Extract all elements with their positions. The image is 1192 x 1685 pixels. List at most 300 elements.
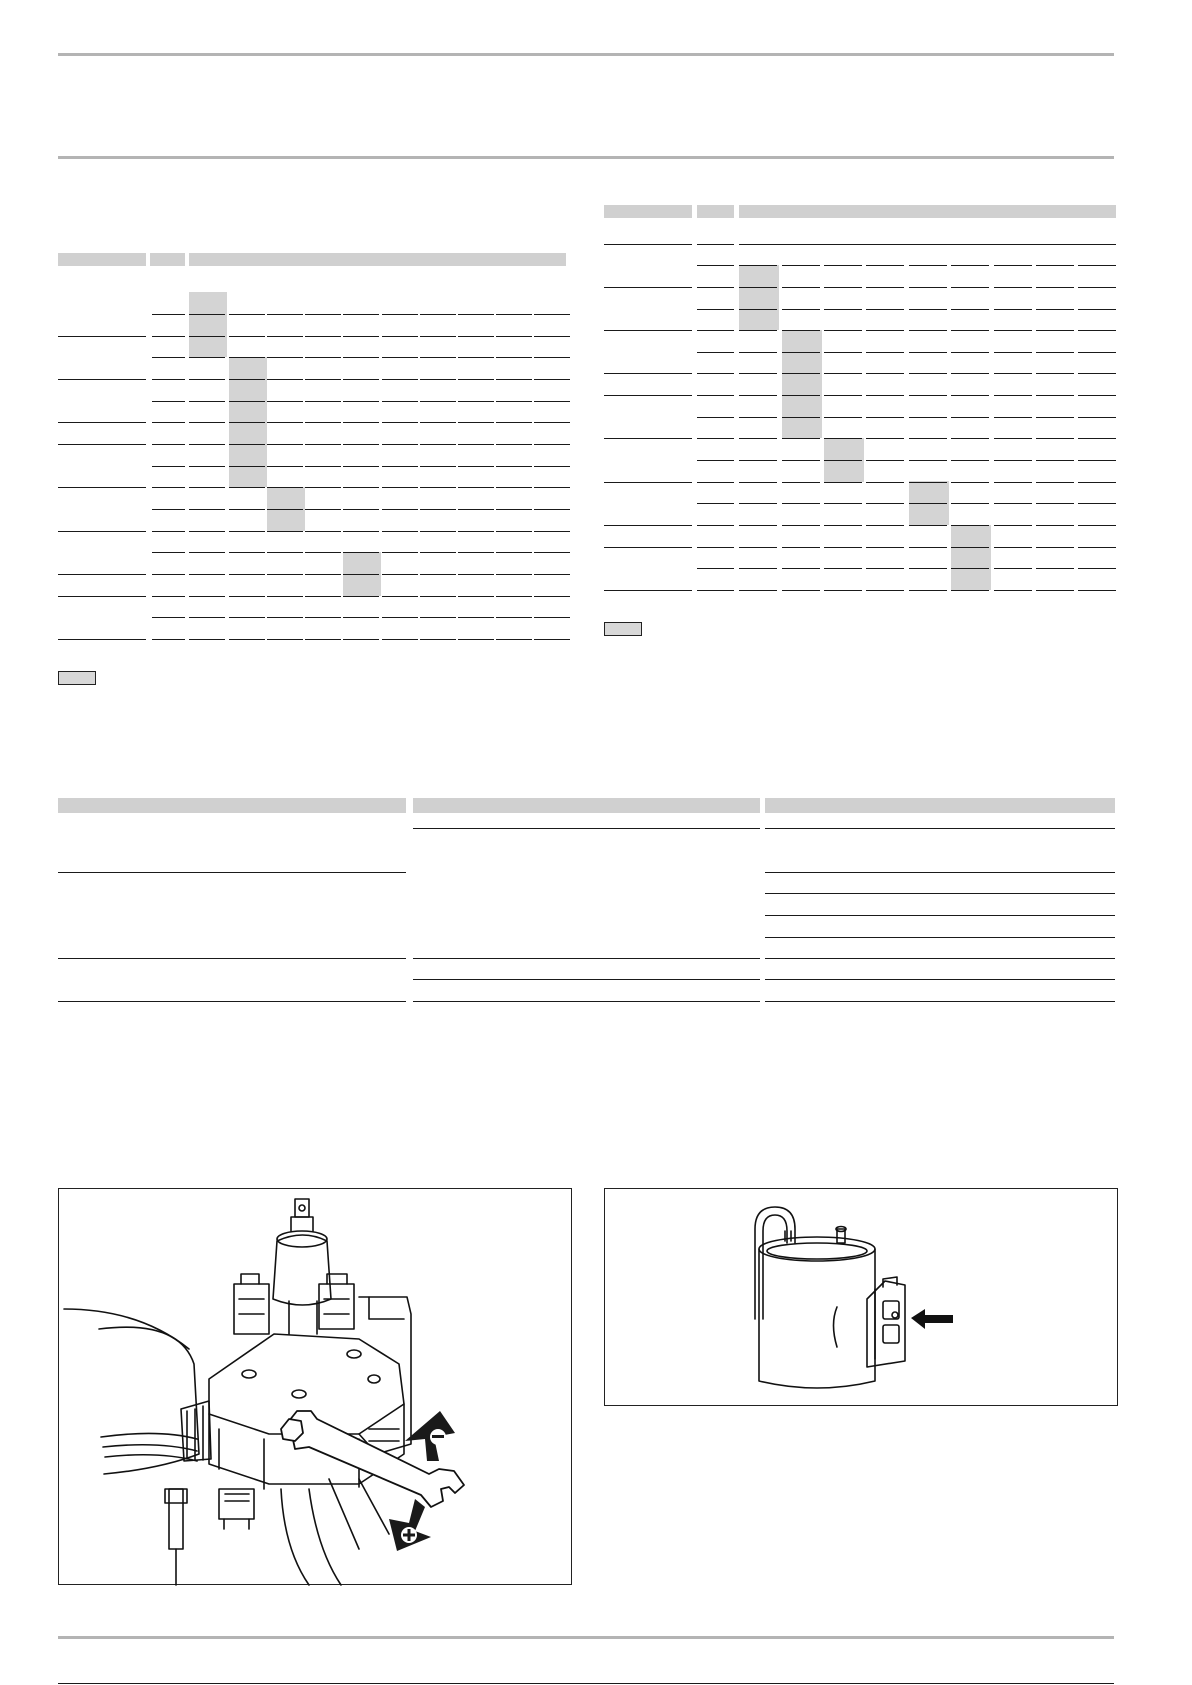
table-left-cell-line [534, 552, 570, 553]
table-left-cell-line [534, 617, 570, 618]
table-right-cell-line [739, 373, 777, 374]
table-right-row-line [697, 525, 734, 526]
table-right-cell-line [909, 590, 947, 591]
table-right-cell-line [909, 265, 947, 266]
table-left-cell-line [305, 401, 341, 402]
table-left-cell-line [420, 336, 456, 337]
table-right-cell-line [739, 525, 777, 526]
table-right-cell-line [739, 309, 777, 310]
table-right-cell-line [994, 287, 1032, 288]
table-left-cell-line [267, 444, 303, 445]
table-right-cell-line [994, 525, 1032, 526]
table-left-row-line [152, 487, 185, 488]
table-left-cell-line [267, 422, 303, 423]
table-left-row-line [152, 444, 185, 445]
table-left-cell-line [420, 574, 456, 575]
table-left-cell-line [458, 596, 494, 597]
table-right-cell-line [824, 590, 862, 591]
table-right-cell-line [866, 525, 904, 526]
table-right-cell-line [782, 547, 820, 548]
table-right-cell-line [994, 568, 1032, 569]
footer-baseline [58, 1683, 1114, 1684]
table-left-cell-line [420, 314, 456, 315]
table-left-cell-line [305, 596, 341, 597]
table-left-cell-line [420, 401, 456, 402]
table-right-cell-line [1078, 287, 1116, 288]
table-right-cell-line [1036, 352, 1074, 353]
table-left-cell-line [496, 336, 532, 337]
table-left-cell-line [229, 357, 265, 358]
table-right-cell-line [866, 590, 904, 591]
table-right-cell-line [739, 265, 777, 266]
table-right-cell-line [909, 330, 947, 331]
table-left-cell-line [229, 336, 265, 337]
table-right-row-line [697, 287, 734, 288]
table-right-top-line [739, 244, 1116, 245]
table-left-cell-line [496, 444, 532, 445]
table-right-cell-line [994, 352, 1032, 353]
table-right-cell-line [782, 352, 820, 353]
table-right-cell-line [909, 438, 947, 439]
table-right-cell-line [782, 482, 820, 483]
table-left-cell-line [496, 357, 532, 358]
table-right-cell-line [951, 547, 989, 548]
table-right-cell-line [951, 568, 989, 569]
table-left-cell-line [267, 336, 303, 337]
table-right-cell-line [782, 438, 820, 439]
table-left-cell-line [229, 596, 265, 597]
table-right-row-divider [604, 438, 692, 439]
table-right-cell-line [739, 352, 777, 353]
table-right-cell-line [824, 438, 862, 439]
table-left-row-line [152, 509, 185, 510]
table-right-row-line [697, 482, 734, 483]
table-left-cell-line [267, 639, 303, 640]
table-right-cell-line [824, 460, 862, 461]
table-left-cell-line [534, 422, 570, 423]
table-left-cell-line [189, 509, 225, 510]
table-right-cell-line [994, 373, 1032, 374]
table-left-cell-line [343, 466, 379, 467]
table-left-cell-line [496, 422, 532, 423]
table-left-cell-line [343, 531, 379, 532]
table-right-cell-line [739, 482, 777, 483]
table-right-cell-line [739, 417, 777, 418]
table-left-cell-line [382, 617, 418, 618]
table-left-cell-line [534, 596, 570, 597]
table-left-cell-line [229, 574, 265, 575]
table-right-cell-line [951, 330, 989, 331]
table-left-cell-line [343, 574, 379, 575]
table-left-cell-line [343, 444, 379, 445]
heat-exchanger-drawing [605, 1189, 1119, 1407]
table-left-cell-line [496, 552, 532, 553]
table-right-cell-line [951, 265, 989, 266]
table-right-cell-line [866, 373, 904, 374]
table-left-cell-line [267, 509, 303, 510]
table-right-row-line [697, 460, 734, 461]
table-left-cell-line [382, 422, 418, 423]
table-left-cell-line [267, 357, 303, 358]
table-right-row-line [697, 438, 734, 439]
fault-table-line-col3 [765, 1001, 1115, 1002]
table-left-row-line [152, 466, 185, 467]
table-right-cell-line [909, 482, 947, 483]
table-left-cell-line [305, 639, 341, 640]
table-right-row-divider [604, 287, 692, 288]
table-left-cell-line [534, 379, 570, 380]
table-right-cell-line [1078, 417, 1116, 418]
table-left-cell-line [229, 487, 265, 488]
table-right-row-divider [604, 330, 692, 331]
table-left-cell-line [229, 444, 265, 445]
table-left-cell-line [267, 379, 303, 380]
top-rule [58, 53, 1114, 56]
table-right-cell-line [994, 547, 1032, 548]
table-left-cell-line [458, 466, 494, 467]
table-right-cell-line [866, 265, 904, 266]
table-right-cell-line [739, 503, 777, 504]
table-right-cell-line [1036, 309, 1074, 310]
table-right-cell-line [994, 503, 1032, 504]
table-left-cell-line [343, 509, 379, 510]
table-right-cell-line [866, 352, 904, 353]
table-right-cell-line [824, 503, 862, 504]
table-right-cell-line [739, 590, 777, 591]
table-right-cell-line [1036, 590, 1074, 591]
fault-table-line-col1 [58, 1001, 406, 1002]
table-left-cell-line [229, 531, 265, 532]
table-left-cell-line [458, 401, 494, 402]
table-left-cell-line [382, 314, 418, 315]
table-left-row-line [152, 379, 185, 380]
table-left-cell-line [458, 444, 494, 445]
table-right-cell-line [994, 590, 1032, 591]
table-left-cell-line [534, 487, 570, 488]
table-left-cell-line [267, 574, 303, 575]
table-left-row-divider [58, 639, 146, 640]
table-left-cell-line [229, 422, 265, 423]
fault-table-line-col3 [765, 979, 1115, 980]
table-right-cell-line [782, 395, 820, 396]
table-left-row-divider [58, 596, 146, 597]
table-right-cell-line [1036, 287, 1074, 288]
table-right-cell-line [909, 287, 947, 288]
table-left-row-line [152, 596, 185, 597]
table-right-cell-line [1078, 460, 1116, 461]
table-left-cell-line [534, 466, 570, 467]
table-left-cell-line [458, 509, 494, 510]
table-left-cell-line [189, 401, 225, 402]
table-left-cell-line [458, 314, 494, 315]
table-left-cell-line [496, 639, 532, 640]
fault-table-header-col2 [413, 798, 760, 813]
table-left-cell-line [343, 379, 379, 380]
table-right-cell-line [1078, 525, 1116, 526]
table-right-cell-line [994, 482, 1032, 483]
table-right-cell-line [909, 503, 947, 504]
table-right-cell-line [994, 417, 1032, 418]
table-left-cell-line [458, 422, 494, 423]
table-left-cell-line [189, 444, 225, 445]
table-left-cell-line [420, 617, 456, 618]
table-left-cell-line [382, 552, 418, 553]
table-left-cell-line [267, 531, 303, 532]
table-left-cell-line [189, 422, 225, 423]
table-right-cell-line [824, 568, 862, 569]
table-right-cell-line [824, 265, 862, 266]
table-left-cell-line [229, 379, 265, 380]
header-rule [58, 156, 1114, 159]
table-right-cell-line [994, 309, 1032, 310]
fault-table-line-col1 [58, 958, 406, 959]
table-right-row-line [697, 330, 734, 331]
table-left-cell-line [305, 487, 341, 488]
table-right-cell-line [739, 568, 777, 569]
table-right-cell-line [1036, 395, 1074, 396]
plus-arrow-icon [389, 1499, 431, 1551]
table-left-cell-line [343, 314, 379, 315]
table-right-cell-line [909, 352, 947, 353]
table-left-cell-line [496, 531, 532, 532]
footer-rule [58, 1636, 1114, 1639]
table-right-cell-line [782, 287, 820, 288]
table-right-cell-line [909, 460, 947, 461]
table-left-cell-line [534, 401, 570, 402]
fault-table-line-col3 [765, 893, 1115, 894]
table-left-header-col3 [189, 253, 566, 266]
table-right-cell-line [951, 309, 989, 310]
table-left-cell-line [458, 639, 494, 640]
table-left-cell-line [229, 509, 265, 510]
table-left-row-divider [58, 422, 146, 423]
table-left-row-line [152, 574, 185, 575]
table-right-row-divider [604, 590, 692, 591]
table-left-legend-swatch [58, 671, 96, 685]
table-left-cell-line [382, 487, 418, 488]
table-right-row-divider [604, 373, 692, 374]
table-left-cell-line [343, 336, 379, 337]
table-right-cell-line [951, 373, 989, 374]
table-right-row-line [697, 265, 734, 266]
table-right-row-line [697, 568, 734, 569]
table-left-cell-line [305, 617, 341, 618]
table-right-cell-line [1078, 482, 1116, 483]
table-left-cell-line [267, 314, 303, 315]
table-right-cell-line [824, 287, 862, 288]
table-left-cell-line [420, 444, 456, 445]
table-right-cell-line [782, 460, 820, 461]
table-right-row-divider [604, 547, 692, 548]
table-left-cell-line [343, 357, 379, 358]
table-right-cell-line [866, 482, 904, 483]
table-left-cell-line [305, 379, 341, 380]
table-left-cell-line [458, 379, 494, 380]
fault-table-line-col3 [765, 915, 1115, 916]
table-left-cell-line [420, 509, 456, 510]
table-left-cell-line [189, 596, 225, 597]
table-right-cell-line [1078, 395, 1116, 396]
table-right-cell-line [1078, 309, 1116, 310]
table-right-cell-line [782, 265, 820, 266]
fault-table-line-col1 [58, 872, 406, 873]
table-left-cell-line [267, 466, 303, 467]
table-left-cell-line [496, 509, 532, 510]
table-left-row-divider [58, 444, 146, 445]
fault-table-line-col3 [765, 937, 1115, 938]
table-right-cell-line [951, 352, 989, 353]
table-right-cell-line [951, 482, 989, 483]
table-left-cell-line [229, 401, 265, 402]
table-left-cell-line [189, 531, 225, 532]
fault-table-line-col2 [413, 979, 760, 980]
table-right-cell-line [824, 547, 862, 548]
table-left-cell-line [420, 357, 456, 358]
table-left-cell-line [305, 357, 341, 358]
table-left-cell-line [458, 336, 494, 337]
table-left-cell-line [343, 422, 379, 423]
table-right-cell-line [739, 547, 777, 548]
table-left-cell-line [267, 552, 303, 553]
table-right-cell-line [1036, 417, 1074, 418]
table-left-cell-line [267, 596, 303, 597]
table-right-highlight-cell [951, 525, 991, 590]
table-right-cell-line [782, 503, 820, 504]
table-right-cell-line [1078, 373, 1116, 374]
table-left-row-line [152, 531, 185, 532]
table-left-cell-line [420, 552, 456, 553]
fault-table-line-col3 [765, 958, 1115, 959]
table-left-cell-line [343, 639, 379, 640]
table-right-cell-line [739, 287, 777, 288]
table-right-cell-line [951, 460, 989, 461]
table-left-cell-line [189, 552, 225, 553]
table-left-cell-line [229, 639, 265, 640]
table-left-cell-line [420, 487, 456, 488]
table-right-cell-line [1036, 503, 1074, 504]
table-left-cell-line [420, 466, 456, 467]
table-left-cell-line [305, 336, 341, 337]
table-left-cell-line [382, 466, 418, 467]
table-right-cell-line [824, 309, 862, 310]
table-right-cell-line [951, 287, 989, 288]
table-right-cell-line [782, 590, 820, 591]
table-right-cell-line [1036, 460, 1074, 461]
table-left-cell-line [382, 574, 418, 575]
table-left-row-divider [58, 336, 146, 337]
table-left-row-divider [58, 574, 146, 575]
table-right-cell-line [909, 373, 947, 374]
table-left-row-line [152, 639, 185, 640]
table-right-cell-line [1078, 590, 1116, 591]
table-right-cell-line [866, 438, 904, 439]
pointer-arrow-icon [911, 1309, 953, 1329]
table-left-cell-line [458, 531, 494, 532]
table-left-cell-line [189, 617, 225, 618]
table-left-cell-line [458, 487, 494, 488]
table-right-cell-line [782, 568, 820, 569]
table-right-cell-line [1078, 568, 1116, 569]
table-right-cell-line [1078, 265, 1116, 266]
table-right-cell-line [866, 503, 904, 504]
table-right-cell-line [782, 525, 820, 526]
table-left-cell-line [420, 596, 456, 597]
table-right-cell-line [866, 330, 904, 331]
table-right-cell-line [909, 309, 947, 310]
table-right-cell-line [739, 330, 777, 331]
table-left-cell-line [189, 357, 225, 358]
table-left-cell-line [229, 552, 265, 553]
table-right-cell-line [951, 503, 989, 504]
table-right-cell-line [739, 460, 777, 461]
table-right-cell-line [866, 460, 904, 461]
table-left-cell-line [382, 336, 418, 337]
table-left-cell-line [229, 617, 265, 618]
table-right-header-col1 [604, 205, 692, 218]
table-right-row-line [697, 352, 734, 353]
fault-table-line-col3 [765, 872, 1115, 873]
fault-table-line-col2 [413, 958, 760, 959]
table-right-highlight-cell [739, 265, 779, 330]
table-right-row-line [697, 590, 734, 591]
table-right-row-line [697, 395, 734, 396]
table-left-cell-line [343, 552, 379, 553]
table-left-header-col2 [150, 253, 185, 266]
table-left-cell-line [534, 336, 570, 337]
table-right-cell-line [824, 482, 862, 483]
table-right-cell-line [1036, 568, 1074, 569]
table-left-cell-line [382, 357, 418, 358]
table-left-cell-line [305, 422, 341, 423]
table-right-row-line [697, 373, 734, 374]
table-right-cell-line [994, 438, 1032, 439]
table-right-cell-line [824, 352, 862, 353]
table-left-row-line [152, 401, 185, 402]
table-left-cell-line [458, 617, 494, 618]
table-left-cell-line [267, 487, 303, 488]
table-left-cell-line [496, 379, 532, 380]
table-left-cell-line [534, 531, 570, 532]
table-left-cell-line [496, 314, 532, 315]
table-left-cell-line [189, 314, 225, 315]
table-right-cell-line [1036, 330, 1074, 331]
table-right-cell-line [1036, 373, 1074, 374]
table-left-cell-line [305, 466, 341, 467]
table-left-row-line [152, 422, 185, 423]
table-right-cell-line [1036, 547, 1074, 548]
table-right-header-col2 [697, 205, 734, 218]
table-right-row-divider [604, 395, 692, 396]
table-right-cell-line [824, 395, 862, 396]
table-left-header-col1 [58, 253, 146, 266]
table-right-cell-line [866, 568, 904, 569]
table-right-cell-line [1078, 438, 1116, 439]
table-left-cell-line [305, 444, 341, 445]
table-right-cell-line [1036, 265, 1074, 266]
fault-table-header-col1 [58, 798, 406, 813]
table-right-cell-line [951, 395, 989, 396]
table-left-cell-line [343, 617, 379, 618]
table-right-legend-swatch [604, 622, 642, 636]
table-right-row-divider [604, 482, 692, 483]
table-left-cell-line [420, 531, 456, 532]
table-right-top-line [697, 244, 734, 245]
table-left-cell-line [382, 531, 418, 532]
table-left-cell-line [420, 639, 456, 640]
figure-gas-valve-adjustment [58, 1188, 572, 1585]
table-right-cell-line [739, 395, 777, 396]
table-left-cell-line [458, 552, 494, 553]
